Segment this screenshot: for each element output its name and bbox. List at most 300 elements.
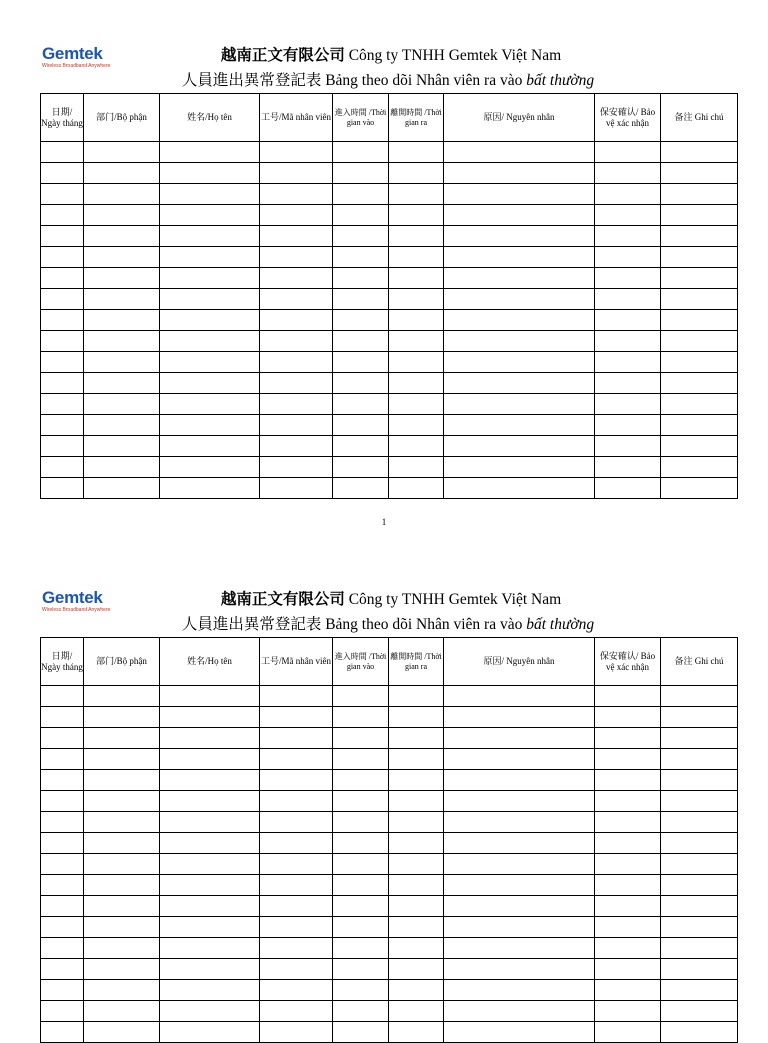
blank-cell: [260, 352, 333, 373]
blank-cell: [661, 980, 738, 1001]
blank-cell: [260, 373, 333, 394]
blank-cell: [595, 1001, 661, 1022]
blank-cell: [389, 812, 444, 833]
blank-cell: [160, 749, 260, 770]
blank-cell: [333, 352, 389, 373]
blank-cell: [84, 1001, 160, 1022]
col-department: 部门/Bộ phận: [84, 94, 160, 142]
blank-cell: [260, 749, 333, 770]
blank-cell: [389, 268, 444, 289]
blank-cell: [333, 875, 389, 896]
blank-cell: [260, 268, 333, 289]
blank-cell: [84, 331, 160, 352]
blank-cell: [333, 1001, 389, 1022]
blank-cell: [84, 1022, 160, 1043]
blank-cell: [661, 812, 738, 833]
blank-cell: [595, 938, 661, 959]
blank-cell: [444, 226, 595, 247]
blank-cell: [260, 226, 333, 247]
blank-cell: [41, 205, 84, 226]
blank-cell: [333, 247, 389, 268]
blank-cell: [595, 875, 661, 896]
blank-cell: [661, 184, 738, 205]
blank-cell: [661, 728, 738, 749]
blank-cell: [444, 980, 595, 1001]
blank-cell: [444, 205, 595, 226]
blank-cell: [160, 268, 260, 289]
blank-cell: [595, 707, 661, 728]
blank-cell: [260, 457, 333, 478]
blank-cell: [84, 749, 160, 770]
blank-cell: [444, 289, 595, 310]
blank-cell: [41, 980, 84, 1001]
blank-cell: [661, 854, 738, 875]
blank-cell: [41, 1022, 84, 1043]
blank-cell: [41, 163, 84, 184]
blank-cell: [260, 142, 333, 163]
blank-cell: [333, 268, 389, 289]
blank-cell: [661, 373, 738, 394]
blank-cell: [160, 415, 260, 436]
blank-cell: [84, 268, 160, 289]
blank-cell: [160, 205, 260, 226]
blank-cell: [389, 728, 444, 749]
form-title-cn: 人員進出異常登記表: [181, 72, 322, 89]
blank-cell: [661, 289, 738, 310]
blank-cell: [389, 917, 444, 938]
table-row: [41, 1022, 738, 1043]
blank-cell: [333, 770, 389, 791]
table-row: [41, 205, 738, 226]
col-employee-id: 工号/Mã nhân viên: [260, 638, 333, 686]
blank-cell: [389, 959, 444, 980]
blank-cell: [389, 163, 444, 184]
blank-cell: [84, 478, 160, 499]
blank-cell: [84, 854, 160, 875]
blank-cell: [41, 457, 84, 478]
blank-cell: [41, 352, 84, 373]
blank-cell: [160, 289, 260, 310]
col-date: 日期/ Ngày tháng: [41, 94, 84, 142]
blank-cell: [41, 896, 84, 917]
blank-cell: [41, 142, 84, 163]
blank-cell: [41, 394, 84, 415]
blank-cell: [41, 812, 84, 833]
blank-cell: [595, 331, 661, 352]
form-title-vn: Bảng theo dõi Nhân viên ra vào: [325, 72, 523, 89]
blank-cell: [260, 310, 333, 331]
blank-cell: [84, 980, 160, 1001]
blank-cell: [260, 184, 333, 205]
blank-cell: [444, 457, 595, 478]
table-row: [41, 415, 738, 436]
blank-cell: [84, 415, 160, 436]
blank-cell: [84, 436, 160, 457]
blank-cell: [41, 749, 84, 770]
blank-cell: [389, 1022, 444, 1043]
blank-cell: [41, 247, 84, 268]
blank-cell: [160, 142, 260, 163]
blank-cell: [41, 373, 84, 394]
blank-cell: [41, 707, 84, 728]
blank-cell: [444, 875, 595, 896]
blank-cell: [389, 436, 444, 457]
blank-cell: [595, 310, 661, 331]
blank-cell: [444, 749, 595, 770]
blank-cell: [41, 728, 84, 749]
blank-cell: [444, 854, 595, 875]
blank-cell: [389, 142, 444, 163]
blank-cell: [260, 394, 333, 415]
blank-cell: [389, 394, 444, 415]
col-security-confirm: 保安確认/ Bảo vệ xác nhận: [595, 94, 661, 142]
blank-cell: [389, 331, 444, 352]
blank-cell: [444, 415, 595, 436]
blank-cell: [260, 980, 333, 1001]
table-row: [41, 917, 738, 938]
table-row: [41, 980, 738, 1001]
blank-cell: [444, 896, 595, 917]
blank-cell: [160, 707, 260, 728]
blank-cell: [661, 791, 738, 812]
table-row: [41, 707, 738, 728]
blank-cell: [160, 959, 260, 980]
col-notes: 备注 Ghi chú: [661, 94, 738, 142]
blank-cell: [595, 896, 661, 917]
blank-cell: [333, 728, 389, 749]
company-name-vn: Công ty TNHH Gemtek Việt Nam: [348, 47, 562, 64]
blank-cell: [84, 226, 160, 247]
blank-cell: [389, 707, 444, 728]
blank-cell: [661, 686, 738, 707]
blank-cell: [41, 959, 84, 980]
blank-cell: [444, 791, 595, 812]
blank-cell: [84, 352, 160, 373]
blank-cell: [84, 896, 160, 917]
blank-cell: [160, 728, 260, 749]
blank-cell: [84, 247, 160, 268]
blank-cell: [84, 142, 160, 163]
blank-cell: [260, 791, 333, 812]
blank-cell: [84, 373, 160, 394]
blank-cell: [595, 812, 661, 833]
blank-cell: [333, 226, 389, 247]
blank-cell: [41, 938, 84, 959]
blank-cell: [389, 205, 444, 226]
table-row: [41, 142, 738, 163]
blank-cell: [661, 226, 738, 247]
blank-cell: [260, 478, 333, 499]
blank-cell: [389, 184, 444, 205]
blank-cell: [333, 478, 389, 499]
blank-cell: [389, 226, 444, 247]
col-time-in: 進入時間 /Thời gian vào: [333, 94, 389, 142]
blank-cell: [160, 854, 260, 875]
blank-cell: [661, 833, 738, 854]
blank-cell: [661, 749, 738, 770]
blank-cell: [41, 478, 84, 499]
blank-cell: [595, 686, 661, 707]
table-row: [41, 268, 738, 289]
blank-cell: [260, 686, 333, 707]
blank-cell: [41, 331, 84, 352]
table-row: [41, 791, 738, 812]
blank-cell: [595, 142, 661, 163]
blank-cell: [160, 373, 260, 394]
table-row: [41, 959, 738, 980]
form-title-vn: Bảng theo dõi Nhân viên ra vào: [325, 616, 523, 633]
form-title-cn: 人員進出異常登記表: [181, 616, 322, 633]
blank-cell: [389, 478, 444, 499]
table-row: [41, 875, 738, 896]
blank-cell: [160, 875, 260, 896]
table-row: [41, 749, 738, 770]
blank-cell: [389, 1001, 444, 1022]
blank-cell: [260, 896, 333, 917]
table-row: [41, 854, 738, 875]
blank-cell: [389, 791, 444, 812]
col-time-in: 進入時間 /Thời gian vào: [333, 638, 389, 686]
blank-cell: [333, 959, 389, 980]
blank-cell: [661, 896, 738, 917]
blank-cell: [160, 436, 260, 457]
blank-cell: [160, 184, 260, 205]
blank-cell: [661, 875, 738, 896]
blank-cell: [333, 854, 389, 875]
blank-cell: [84, 394, 160, 415]
blank-cell: [661, 1001, 738, 1022]
blank-cell: [661, 205, 738, 226]
blank-cell: [333, 791, 389, 812]
blank-cell: [160, 352, 260, 373]
blank-cell: [444, 373, 595, 394]
company-name-vn: Công ty TNHH Gemtek Việt Nam: [348, 591, 562, 608]
blank-cell: [160, 457, 260, 478]
blank-cell: [160, 478, 260, 499]
blank-cell: [160, 686, 260, 707]
blank-cell: [160, 980, 260, 1001]
blank-cell: [160, 917, 260, 938]
blank-cell: [84, 310, 160, 331]
blank-cell: [333, 749, 389, 770]
blank-cell: [661, 707, 738, 728]
blank-cell: [333, 331, 389, 352]
blank-cell: [444, 686, 595, 707]
blank-cell: [160, 331, 260, 352]
blank-cell: [661, 331, 738, 352]
blank-cell: [84, 457, 160, 478]
table-row: [41, 938, 738, 959]
blank-cell: [595, 268, 661, 289]
blank-cell: [444, 163, 595, 184]
blank-cell: [661, 415, 738, 436]
blank-cell: [333, 205, 389, 226]
table-row: [41, 1001, 738, 1022]
blank-cell: [41, 310, 84, 331]
blank-cell: [595, 770, 661, 791]
blank-cell: [444, 833, 595, 854]
blank-cell: [661, 352, 738, 373]
col-name: 姓名/Họ tên: [160, 94, 260, 142]
blank-cell: [41, 854, 84, 875]
blank-cell: [160, 1022, 260, 1043]
table-row: [41, 457, 738, 478]
blank-cell: [444, 728, 595, 749]
blank-cell: [444, 707, 595, 728]
blank-cell: [595, 854, 661, 875]
blank-cell: [260, 770, 333, 791]
blank-cell: [333, 415, 389, 436]
blank-cell: [595, 436, 661, 457]
blank-cell: [84, 686, 160, 707]
blank-cell: [84, 728, 160, 749]
table-row: [41, 184, 738, 205]
blank-cell: [444, 352, 595, 373]
header-row: [41, 638, 738, 686]
blank-cell: [444, 310, 595, 331]
blank-cell: [444, 478, 595, 499]
blank-cell: [595, 289, 661, 310]
blank-cell: [160, 226, 260, 247]
table-row: [41, 310, 738, 331]
col-security-confirm: 保安確认/ Bảo vệ xác nhận: [595, 638, 661, 686]
log-table: [40, 637, 738, 1043]
blank-cell: [333, 1022, 389, 1043]
table-body: [41, 686, 738, 1043]
blank-cell: [84, 205, 160, 226]
blank-cell: [595, 457, 661, 478]
company-name-cn: 越南正文有限公司: [220, 591, 345, 608]
table-row: [41, 163, 738, 184]
blank-cell: [333, 289, 389, 310]
blank-cell: [444, 770, 595, 791]
blank-cell: [160, 833, 260, 854]
blank-cell: [160, 938, 260, 959]
blank-cell: [260, 415, 333, 436]
blank-cell: [333, 980, 389, 1001]
blank-cell: [444, 812, 595, 833]
table-row: [41, 770, 738, 791]
blank-cell: [84, 163, 160, 184]
col-reason: 原因/ Nguyên nhân: [444, 638, 595, 686]
blank-cell: [260, 959, 333, 980]
blank-cell: [389, 373, 444, 394]
blank-cell: [389, 896, 444, 917]
blank-cell: [41, 791, 84, 812]
col-date: 日期/ Ngày tháng: [41, 638, 84, 686]
blank-cell: [260, 728, 333, 749]
table-row: [41, 373, 738, 394]
blank-cell: [160, 791, 260, 812]
blank-cell: [84, 917, 160, 938]
blank-cell: [595, 205, 661, 226]
blank-cell: [661, 310, 738, 331]
company-name-cn: 越南正文有限公司: [220, 47, 345, 64]
blank-cell: [595, 415, 661, 436]
blank-cell: [595, 373, 661, 394]
blank-cell: [84, 707, 160, 728]
blank-cell: [444, 247, 595, 268]
blank-cell: [595, 959, 661, 980]
blank-cell: [84, 959, 160, 980]
blank-cell: [160, 163, 260, 184]
blank-cell: [260, 938, 333, 959]
logo-wordmark: Gemtek: [42, 44, 103, 63]
blank-cell: [260, 247, 333, 268]
form-title-vn-italic: bất thường: [526, 616, 595, 633]
blank-cell: [333, 184, 389, 205]
table-body: [41, 142, 738, 499]
table-row: [41, 686, 738, 707]
blank-cell: [260, 331, 333, 352]
blank-cell: [160, 394, 260, 415]
col-notes: 备注 Ghi chú: [661, 638, 738, 686]
table-row: [41, 289, 738, 310]
blank-cell: [661, 436, 738, 457]
page-number: 1: [381, 517, 387, 527]
blank-cell: [160, 770, 260, 791]
blank-cell: [444, 959, 595, 980]
blank-cell: [333, 163, 389, 184]
blank-cell: [260, 436, 333, 457]
blank-cell: [595, 833, 661, 854]
blank-cell: [41, 268, 84, 289]
blank-cell: [595, 980, 661, 1001]
blank-cell: [333, 896, 389, 917]
blank-cell: [444, 184, 595, 205]
blank-cell: [661, 959, 738, 980]
blank-cell: [41, 226, 84, 247]
blank-cell: [389, 770, 444, 791]
blank-cell: [595, 478, 661, 499]
blank-cell: [389, 833, 444, 854]
blank-cell: [389, 686, 444, 707]
blank-cell: [333, 812, 389, 833]
blank-cell: [160, 1001, 260, 1022]
table-row: [41, 226, 738, 247]
blank-cell: [595, 917, 661, 938]
blank-cell: [160, 247, 260, 268]
blank-cell: [260, 875, 333, 896]
blank-cell: [84, 289, 160, 310]
blank-cell: [333, 917, 389, 938]
blank-cell: [41, 184, 84, 205]
blank-cell: [661, 478, 738, 499]
blank-cell: [389, 875, 444, 896]
logo-tagline: Wireless Broadband Anywhere: [42, 63, 111, 69]
blank-cell: [41, 875, 84, 896]
blank-cell: [389, 938, 444, 959]
blank-cell: [595, 247, 661, 268]
blank-cell: [84, 875, 160, 896]
blank-cell: [260, 707, 333, 728]
table-row: [41, 896, 738, 917]
blank-cell: [260, 812, 333, 833]
table-row: [41, 331, 738, 352]
blank-cell: [595, 163, 661, 184]
blank-cell: [595, 184, 661, 205]
blank-cell: [333, 707, 389, 728]
blank-cell: [389, 980, 444, 1001]
table-row: [41, 833, 738, 854]
table-row: [41, 352, 738, 373]
blank-cell: [333, 310, 389, 331]
blank-cell: [595, 394, 661, 415]
blank-cell: [595, 352, 661, 373]
blank-cell: [41, 917, 84, 938]
blank-cell: [333, 686, 389, 707]
col-time-out: 離開時間 /Thời gian ra: [389, 94, 444, 142]
